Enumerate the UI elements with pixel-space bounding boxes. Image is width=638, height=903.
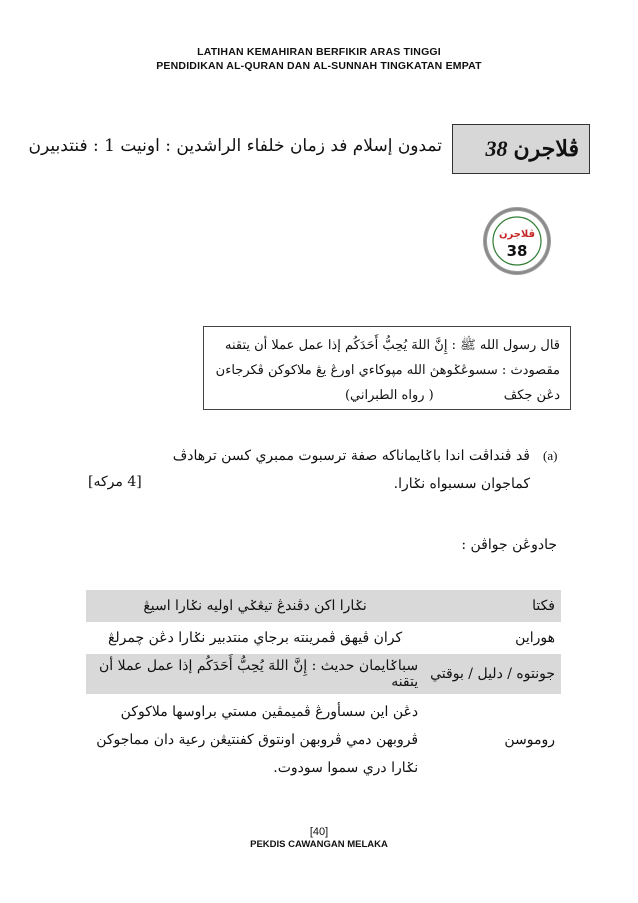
- hadith-reference: ( رواه الطبراني): [344, 388, 434, 403]
- answer-row-huraian: [86, 622, 561, 654]
- hadith-line-3-text: دڠن جكڤ: [503, 388, 560, 403]
- answer-key: روموسن: [504, 732, 555, 748]
- hadith-box: [203, 326, 571, 410]
- lesson-tag: [452, 124, 590, 174]
- page-number: [40]: [309, 826, 329, 838]
- answer-key: جونتوه / دليل / بوقتي: [424, 654, 561, 694]
- hadith-line-3: [214, 383, 560, 408]
- question-text: ڤد ڤنداڤت اندا باݢايماناكه صفة ترسبوت ممبري كسن ترهادڤ كماجوان سسبواه نݢارا.: [172, 448, 530, 492]
- answer-value: نݢارا اكن دڤندڠ تيڠݢي اوليه نݢارا اسيڠ: [86, 590, 424, 622]
- answer-row-rumusan: [86, 694, 561, 786]
- footer-name: PEKDIS CAWANGAN MELAKA: [250, 839, 388, 850]
- title-row: [28, 124, 590, 174]
- header-line-1: LATIHAN KEMAHIRAN BERFIKIR ARAS TINGGI: [197, 46, 441, 58]
- answer-row-fakta: [86, 590, 561, 622]
- badge-number: 38: [506, 242, 528, 260]
- answer-value: دڠن اين سسأورڠ ڤميمڤين مستي براوسها ملاكوكن ڤروبهن دمي ڤروبهن اونتوق كفنتيڠن رعية دان مماجوكن نݢارا دري سموا سودوت.: [96, 704, 419, 776]
- answer-key: هوراين: [515, 630, 555, 646]
- header-line-2: PENDIDIKAN AL-QURAN DAN AL-SUNNAH TINGKATAN EMPAT: [156, 60, 482, 72]
- hadith-line-1: قال رسول الله ﷺ : إِنَّ اللهَ يُحِبُّ أَحَدَكُم إذا عمل عملا أن يتقنه: [224, 338, 560, 353]
- answer-scheme-label: جادوڠن جواڤن :: [461, 537, 557, 553]
- question-label: (a): [543, 448, 558, 463]
- hadith-line-2: مقصودث : سسوڠݢوهڽ الله مڽوكاءي اورڠ يڠ ملاكوكن ڤكرجاءن: [215, 363, 560, 378]
- answer-row-contoh: [86, 654, 561, 694]
- lesson-title: تمدون إسلام فد زمان خلفاء الراشدين : اونيت 1 : فنتدبيرن: [28, 136, 442, 156]
- answer-table: [86, 590, 561, 786]
- answer-key: فكتا: [424, 590, 561, 622]
- badge-word: ڤلاجرن: [498, 229, 536, 240]
- question-marks: [4 مركه]: [88, 474, 142, 490]
- lesson-tag-number: 38: [485, 136, 508, 161]
- lesson-badge-icon: [482, 206, 552, 276]
- answer-value: سباݢايمان حديث : إِنَّ اللهَ يُحِبُّ أَحَدَكُم إذا عمل عملا أن يتقنه: [86, 654, 424, 694]
- lesson-tag-word: ڤلاجرن: [513, 136, 579, 162]
- answer-value: كران ڤيهق ڤمرينته برجاي منتدبير نݢارا دڠن چمرلڠ: [107, 630, 403, 646]
